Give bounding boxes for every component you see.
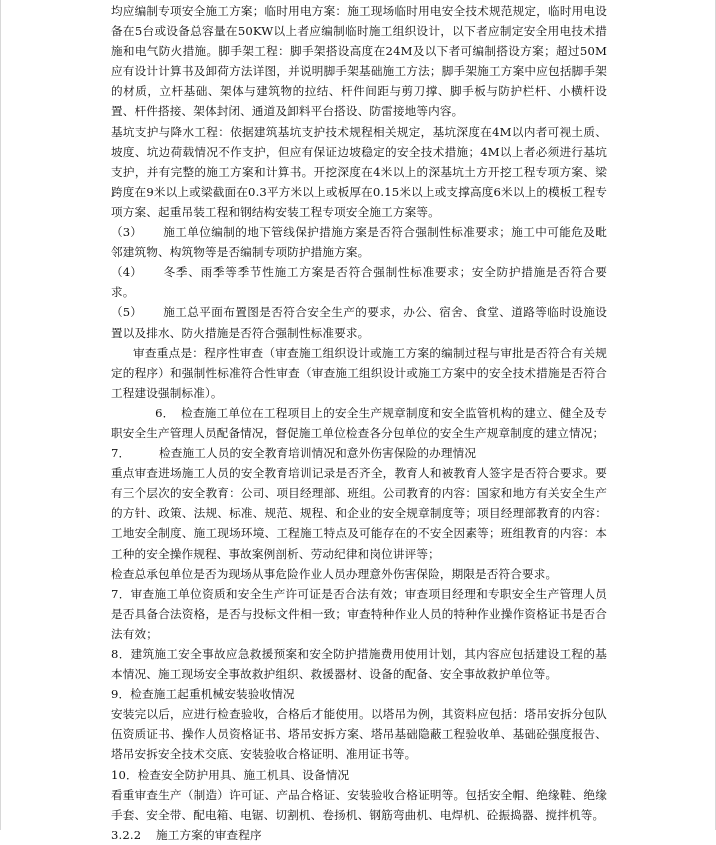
item-number: （5） xyxy=(111,305,143,320)
paragraph-text: 检查施工人员的安全教育培训情况和意外伤害保险的办理情况 xyxy=(159,446,477,461)
item-number: 7． xyxy=(111,446,131,461)
paragraph-insurance xyxy=(111,564,607,584)
paragraph-item-6 xyxy=(111,403,607,443)
section-number: 3.2.2 xyxy=(111,827,142,842)
paragraph-text: 8．建筑施工安全事故应急救援预案和安全防护措施费用使用计划，其内容应包括建设工程的基本情况、施工现场安全事故救护组织、救援器材、设备的配备、安全事故救护单位等。 xyxy=(111,647,607,682)
paragraph-text: 重点审查进场施工人员的安全教育培训记录是否齐全，教育人和被教育人签字是否符合要求。要有三个层次的安全教育：公司、项目经理部、班组。公司教育的内容：国家和地方有关安全生产的方针、政策、法规、标准、规范、规程、和企业的安全规章制度等；项目经理部教育的内容：工地安全制度、施工现场环境、工程施工特点及可能存在的不安全因素等；班组教育的内容：本工种的安全操作规程、事故案例剖析、劳动纪律和岗位讲评等； xyxy=(111,466,607,561)
paragraph-item-3 xyxy=(111,222,607,262)
paragraph-qualification xyxy=(111,584,607,644)
paragraph-text: 安装完以后，应进行检查验收，合格后才能使用。以塔吊为例，其资料应包括：塔吊安拆分包队伍资质证书、操作人员资格证书、塔吊安拆方案、塔吊基础隐蔽工程验收单、基础砼强度报告、塔吊安拆安全技术交底、安装验收合格证明、准用证书等。 xyxy=(111,707,607,762)
paragraph-text: 检查施工单位在工程项目上的安全生产规章制度和安全监管机构的建立、健全及专职安全生产管理人员配备情况，督促施工单位检查各分包单位的安全生产规章制度的建立情况； xyxy=(111,405,607,440)
paragraph-item-5 xyxy=(111,302,607,342)
paragraph-text: 检查总承包单位是否为现场从事危险作业人员办理意外伤害保险，期限是否符合要求。 xyxy=(111,566,558,581)
item-number: 6． xyxy=(155,405,175,420)
item-number: （3） xyxy=(111,225,143,240)
paragraph-item-4 xyxy=(111,262,607,302)
item-number: （4） xyxy=(111,265,143,280)
document-body xyxy=(111,1,607,845)
section-title: 施工方案的审查程序 xyxy=(156,827,262,842)
paragraph-text: 冬季、雨季等季节性施工方案是否符合强制性标准要求；安全防护措施是否符合要求。 xyxy=(111,265,607,300)
paragraph-text: 审查重点是：程序性审查（审查施工组织设计或施工方案的编制过程与审批是否符合有关规定的程序）和强制性标准符合性审查（审查施工组织设计或施工方案中的安全技术措施是否符合工程建设强制标准）。 xyxy=(111,345,607,400)
paragraph-equipment-review xyxy=(111,785,607,825)
paragraph-item-7-heading xyxy=(111,443,607,463)
paragraph-text: 均应编制专项安全施工方案；临时用电方案：施工现场临时用电安全技术规范规定，临时用电设备在5台或设备总容量在50KW以上者应编制临时施工组织设计，以下者应制定安全用电技术措施和电气防火措施。脚手架工程：脚手架搭设高度在24M及以下者可编制搭设方案；超过50M应有设计计算书及卸荷方法详图，并说明脚手架基础施工方法；脚手架施工方案中应包括脚手架的材质，立杆基础、架体与建筑物的拉结、杆件间距与剪刀撑、脚手板与防护栏杆、小横杆设置、杆件搭接、架体封闭、通道及卸料平台搭设、防雷接地等内容。 xyxy=(111,4,607,119)
paragraph-excavation xyxy=(111,122,607,222)
paragraph-text: 10．检查安全防护用具、施工机具、设备情况 xyxy=(111,767,350,782)
paragraph-review-focus xyxy=(111,343,607,403)
paragraph-training xyxy=(111,463,607,563)
paragraph-text: 施工总平面布置图是否符合安全生产的要求，办公、宿舍、食堂、道路等临时设施设置以及排水、防火措施是否符合强制性标准要求。 xyxy=(111,305,607,340)
section-heading-3-2-2 xyxy=(111,825,607,845)
paragraph-emergency-plan xyxy=(111,644,607,684)
paragraph-crane-acceptance xyxy=(111,704,607,764)
paragraph-equipment-heading xyxy=(111,765,607,785)
paragraph-text: 9．检查施工起重机械安装验收情况 xyxy=(111,687,295,702)
paragraph-text: 施工单位编制的地下管线保护措施方案是否符合强制性标准要求；施工中可能危及毗邻建筑物、构筑物等是否编制专项防护措施方案。 xyxy=(111,225,607,260)
paragraph-text: 7．审查施工单位资质和安全生产许可证是否合法有效；审查项目经理和专职安全生产管理人员是否具备合法资格，是否与投标文件相一致；审查特种作业人员的特种作业操作资格证书是否合法有效； xyxy=(111,586,607,641)
paragraph-crane-heading xyxy=(111,684,607,704)
paragraph-electrical-scaffold xyxy=(111,1,607,122)
paragraph-text: 看重审查生产（制造）许可证、产品合格证、安装验收合格证明等。包括安全帽、绝缘鞋、绝缘手套、安全带、配电箱、电锯、切割机、卷扬机、钢筋弯曲机、电焊机、砼振捣器、搅拌机等。 xyxy=(111,787,607,822)
paragraph-text: 基坑支护与降水工程：依据建筑基坑支护技术规程相关规定，基坑深度在4M以内者可视土质、坡度、坑边荷载情况不作支护，但应有保证边坡稳定的安全技术措施；4M以上者必须进行基坑支护，并有完整的施工方案和计算书。开挖深度在4米以上的深基坑土方开挖工程专项方案、梁跨度在9米以上或梁截面在0.3平方米以上或板厚在0.15米以上或支撑高度6米以上的模板工程专项方案、起重吊装工程和钢结构安装工程专项安全施工方案等。 xyxy=(111,124,607,219)
